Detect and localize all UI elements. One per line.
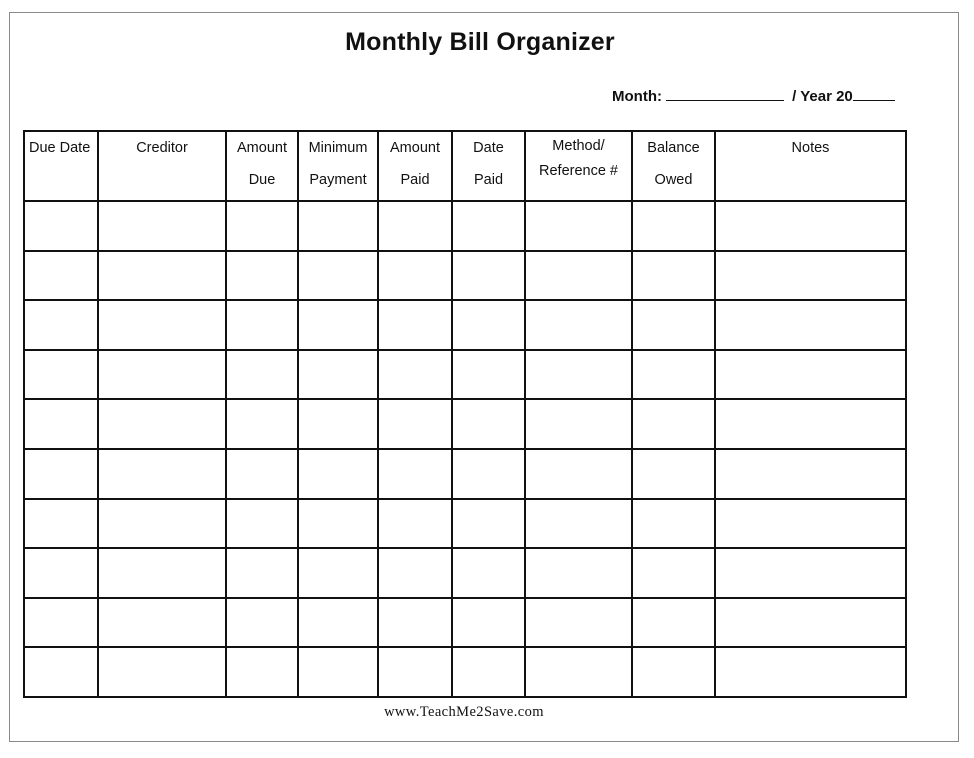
cell-amount-paid[interactable] — [378, 251, 452, 301]
cell-balance-owed[interactable] — [632, 399, 715, 449]
column-header-date-paid: Date Paid — [452, 131, 525, 201]
table-row — [24, 251, 906, 301]
bill-rows — [24, 201, 906, 697]
cell-creditor[interactable] — [98, 251, 226, 301]
cell-balance-owed[interactable] — [632, 350, 715, 400]
cell-notes[interactable] — [715, 399, 906, 449]
cell-due-date[interactable] — [24, 598, 98, 648]
cell-amount-due[interactable] — [226, 251, 298, 301]
cell-creditor[interactable] — [98, 598, 226, 648]
cell-balance-owed[interactable] — [632, 499, 715, 549]
cell-minimum-payment[interactable] — [298, 598, 378, 648]
cell-creditor[interactable] — [98, 201, 226, 251]
cell-due-date[interactable] — [24, 399, 98, 449]
table-row — [24, 499, 906, 549]
cell-balance-owed[interactable] — [632, 300, 715, 350]
column-header-notes: Notes — [715, 131, 906, 201]
cell-balance-owed[interactable] — [632, 598, 715, 648]
cell-method-reference[interactable] — [525, 300, 632, 350]
cell-amount-due[interactable] — [226, 300, 298, 350]
cell-amount-paid[interactable] — [378, 499, 452, 549]
cell-notes[interactable] — [715, 300, 906, 350]
cell-due-date[interactable] — [24, 300, 98, 350]
cell-balance-owed[interactable] — [632, 548, 715, 598]
cell-balance-owed[interactable] — [632, 251, 715, 301]
cell-amount-paid[interactable] — [378, 201, 452, 251]
cell-amount-due[interactable] — [226, 201, 298, 251]
cell-notes[interactable] — [715, 251, 906, 301]
cell-creditor[interactable] — [98, 548, 226, 598]
cell-amount-paid[interactable] — [378, 350, 452, 400]
cell-minimum-payment[interactable] — [298, 201, 378, 251]
cell-minimum-payment[interactable] — [298, 499, 378, 549]
cell-amount-paid[interactable] — [378, 598, 452, 648]
cell-minimum-payment[interactable] — [298, 449, 378, 499]
header-row — [24, 131, 906, 201]
cell-creditor[interactable] — [98, 647, 226, 697]
cell-date-paid[interactable] — [452, 300, 525, 350]
cell-method-reference[interactable] — [525, 201, 632, 251]
cell-date-paid[interactable] — [452, 251, 525, 301]
cell-notes[interactable] — [715, 201, 906, 251]
column-header-balance-owed: Balance Owed — [632, 131, 715, 201]
cell-amount-due[interactable] — [226, 598, 298, 648]
cell-amount-due[interactable] — [226, 350, 298, 400]
cell-method-reference[interactable] — [525, 350, 632, 400]
cell-amount-paid[interactable] — [378, 399, 452, 449]
cell-minimum-payment[interactable] — [298, 300, 378, 350]
cell-creditor[interactable] — [98, 399, 226, 449]
table-row — [24, 548, 906, 598]
year-label: / Year 20 — [792, 88, 853, 105]
cell-amount-due[interactable] — [226, 499, 298, 549]
table-row — [24, 350, 906, 400]
month-blank — [666, 88, 784, 101]
cell-method-reference[interactable] — [525, 548, 632, 598]
cell-method-reference[interactable] — [525, 647, 632, 697]
cell-method-reference[interactable] — [525, 399, 632, 449]
month-label: Month: — [612, 88, 662, 105]
table-row — [24, 647, 906, 697]
month-year-line — [612, 88, 895, 105]
cell-method-reference[interactable] — [525, 499, 632, 549]
cell-amount-paid[interactable] — [378, 548, 452, 598]
footer-website: www.TeachMe2Save.com — [384, 704, 544, 720]
cell-amount-due[interactable] — [226, 548, 298, 598]
cell-date-paid[interactable] — [452, 598, 525, 648]
cell-date-paid[interactable] — [452, 350, 525, 400]
cell-date-paid[interactable] — [452, 201, 525, 251]
cell-date-paid[interactable] — [452, 548, 525, 598]
cell-date-paid[interactable] — [452, 449, 525, 499]
cell-minimum-payment[interactable] — [298, 399, 378, 449]
cell-amount-paid[interactable] — [378, 449, 452, 499]
cell-amount-paid[interactable] — [378, 647, 452, 697]
cell-date-paid[interactable] — [452, 647, 525, 697]
cell-notes[interactable] — [715, 598, 906, 648]
cell-notes[interactable] — [715, 499, 906, 549]
cell-minimum-payment[interactable] — [298, 548, 378, 598]
column-header-creditor: Creditor — [98, 131, 226, 201]
table-row — [24, 201, 906, 251]
column-header-minimum-payment: Minimum Payment — [298, 131, 378, 201]
cell-notes[interactable] — [715, 548, 906, 598]
cell-method-reference[interactable] — [525, 449, 632, 499]
cell-due-date[interactable] — [24, 548, 98, 598]
cell-due-date[interactable] — [24, 647, 98, 697]
cell-creditor[interactable] — [98, 350, 226, 400]
column-header-due-date: Due Date — [24, 131, 98, 201]
cell-minimum-payment[interactable] — [298, 647, 378, 697]
cell-balance-owed[interactable] — [632, 647, 715, 697]
cell-amount-due[interactable] — [226, 647, 298, 697]
cell-minimum-payment[interactable] — [298, 251, 378, 301]
cell-notes[interactable] — [715, 350, 906, 400]
column-header-amount-due: Amount Due — [226, 131, 298, 201]
cell-minimum-payment[interactable] — [298, 350, 378, 400]
column-header-method-reference: Method/ Reference # — [525, 131, 632, 201]
cell-balance-owed[interactable] — [632, 201, 715, 251]
cell-date-paid[interactable] — [452, 399, 525, 449]
table-row — [24, 598, 906, 648]
column-header-amount-paid: Amount Paid — [378, 131, 452, 201]
table-row — [24, 449, 906, 499]
cell-date-paid[interactable] — [452, 499, 525, 549]
page-title: Monthly Bill Organizer — [345, 28, 615, 56]
cell-creditor[interactable] — [98, 499, 226, 549]
cell-amount-due[interactable] — [226, 399, 298, 449]
cell-amount-paid[interactable] — [378, 300, 452, 350]
cell-notes[interactable] — [715, 449, 906, 499]
cell-notes[interactable] — [715, 647, 906, 697]
cell-method-reference[interactable] — [525, 598, 632, 648]
cell-due-date[interactable] — [24, 449, 98, 499]
cell-due-date[interactable] — [24, 350, 98, 400]
table-row — [24, 300, 906, 350]
cell-amount-due[interactable] — [226, 449, 298, 499]
cell-due-date[interactable] — [24, 201, 98, 251]
cell-creditor[interactable] — [98, 449, 226, 499]
cell-creditor[interactable] — [98, 300, 226, 350]
cell-method-reference[interactable] — [525, 251, 632, 301]
cell-due-date[interactable] — [24, 251, 98, 301]
bill-table — [23, 130, 907, 698]
table-row — [24, 399, 906, 449]
year-blank — [853, 88, 895, 101]
cell-balance-owed[interactable] — [632, 449, 715, 499]
cell-due-date[interactable] — [24, 499, 98, 549]
